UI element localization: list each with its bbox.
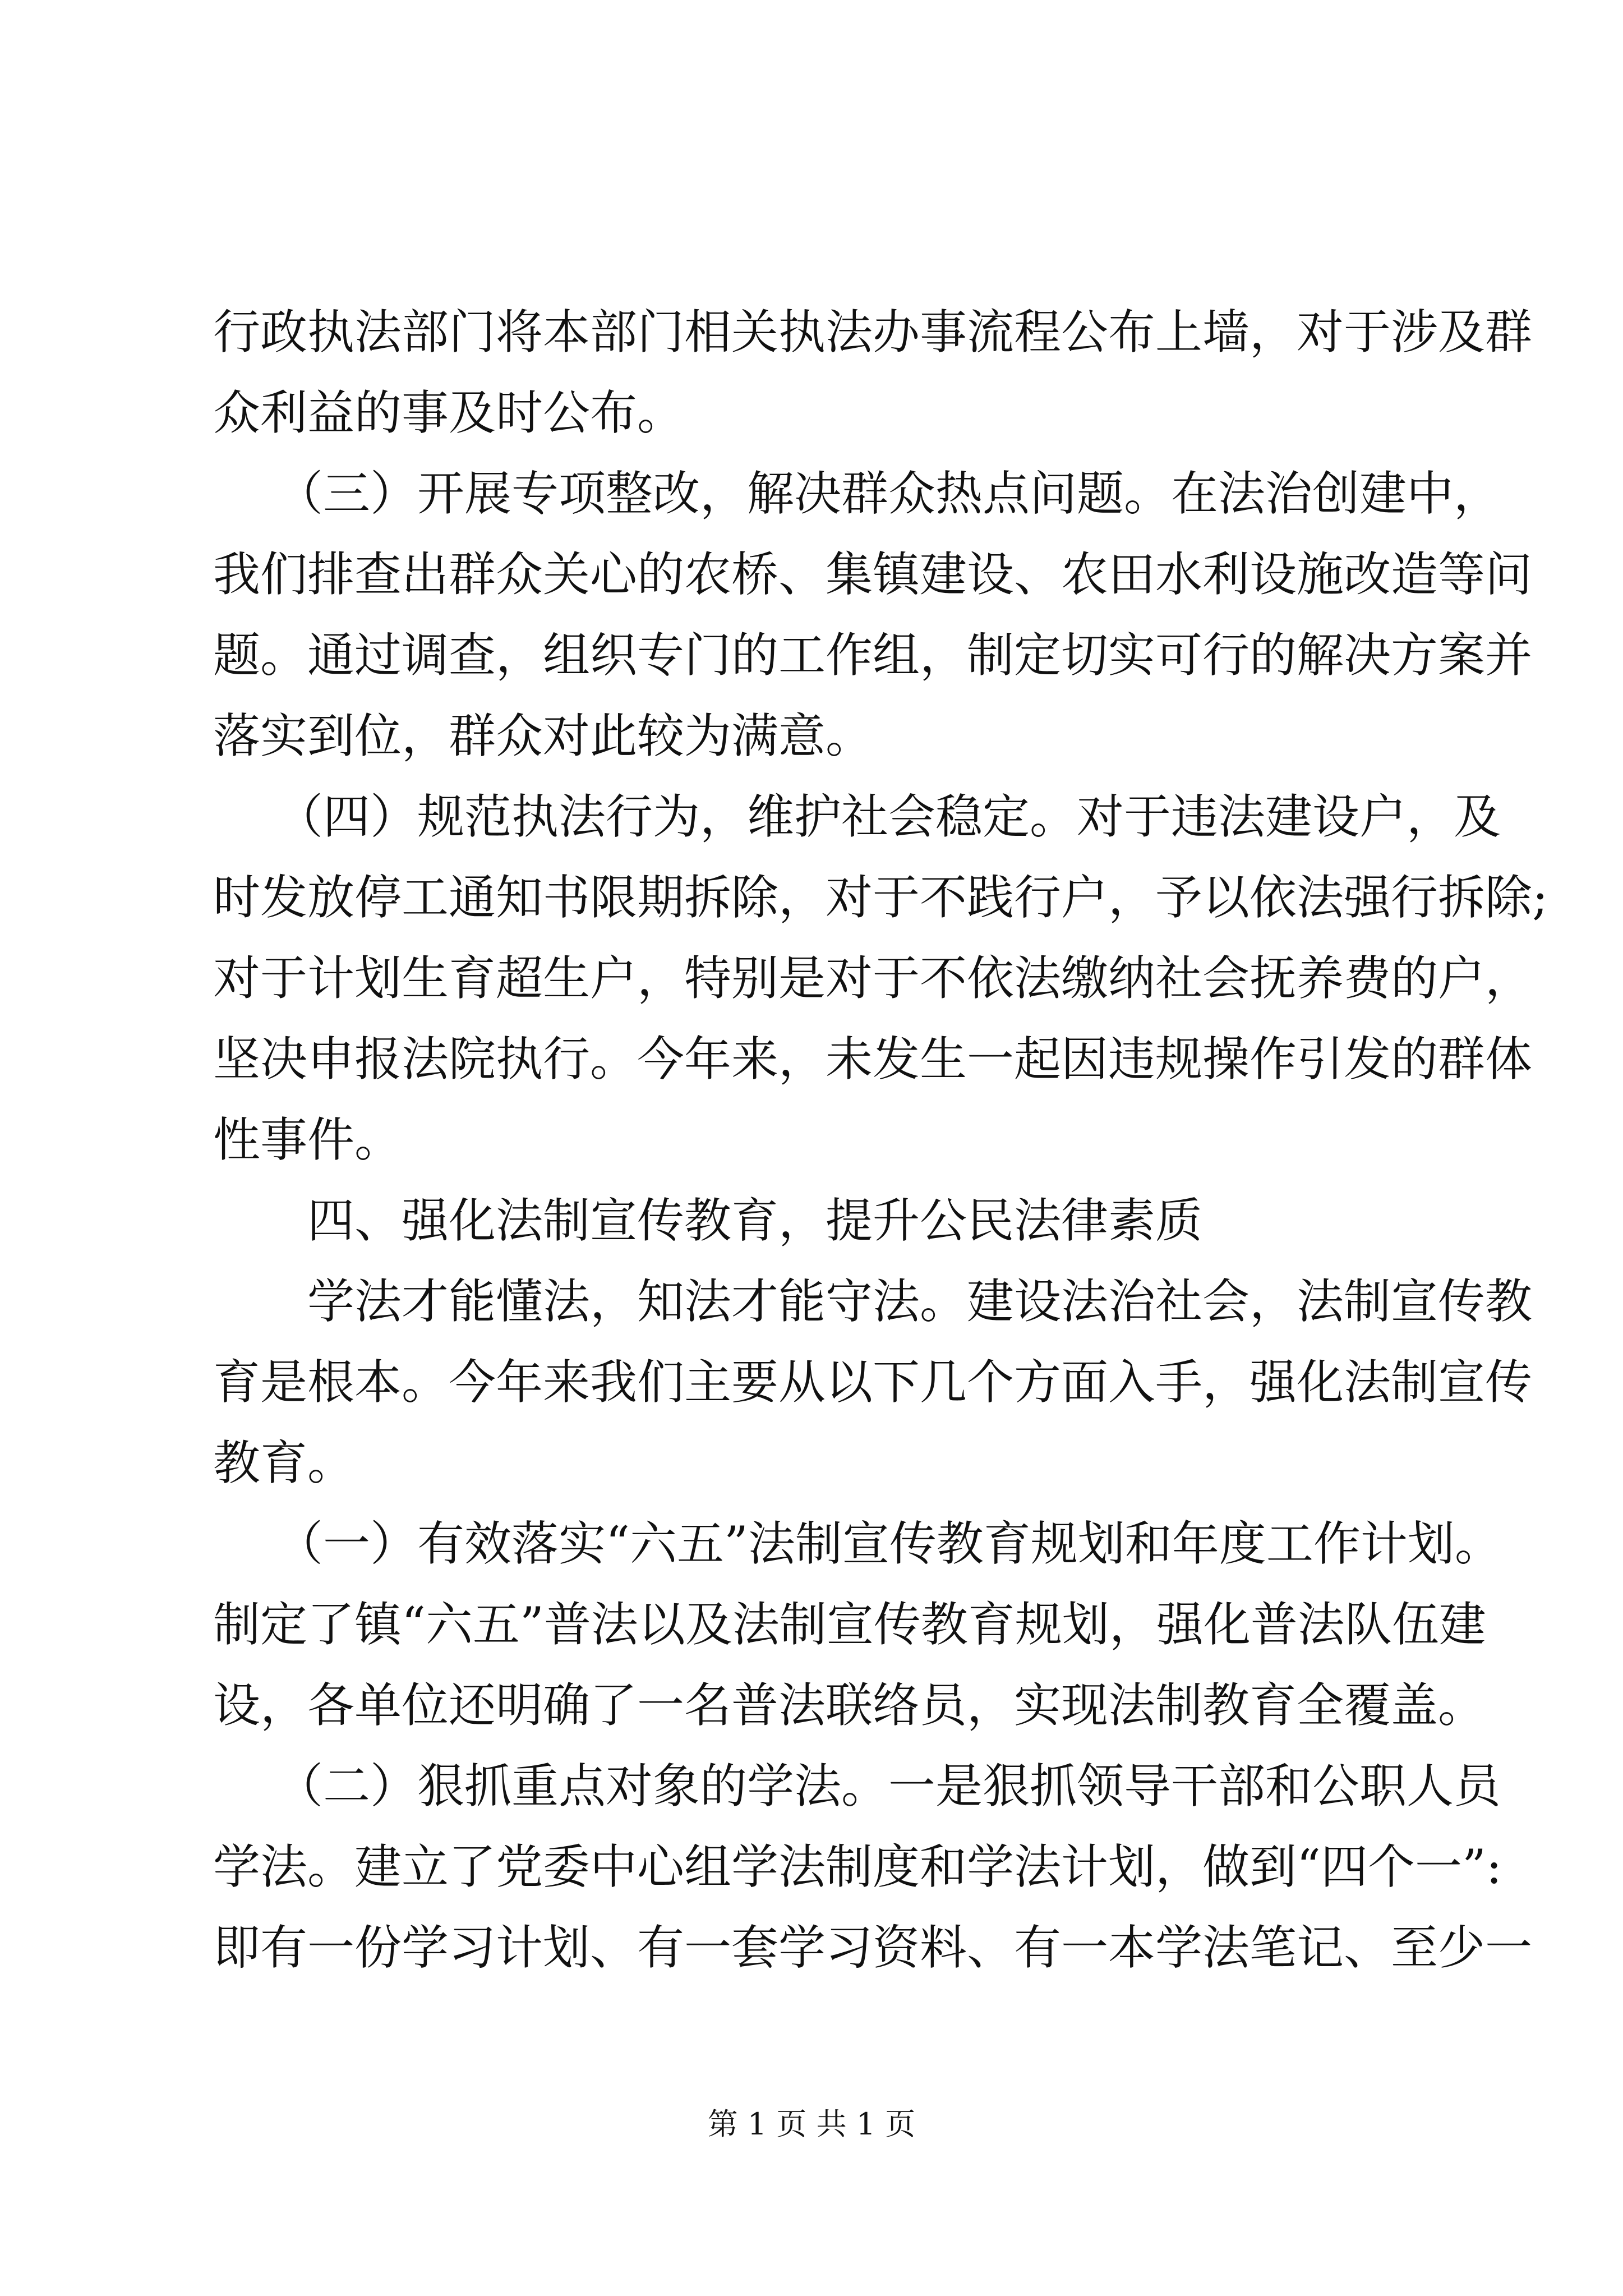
- page-footer: [0, 2105, 1623, 2144]
- text-line: 设，各单位还明确了一名普法联络员，实现法制教育全覆盖。: [213, 1678, 1486, 1733]
- text-line: 学法。建立了党委中心组学法制度和学法计划，做到“四个一”:: [213, 1839, 1502, 1894]
- document-body: [213, 292, 1548, 1988]
- text-line: 性事件。: [213, 1112, 402, 1167]
- text-line: （一）有效落实“六五”法制宣传教育规划和年度工作计划。: [276, 1516, 1502, 1571]
- text-line: 行政执法部门将本部门相关执法办事流程公布上墙，对于涉及群: [213, 305, 1533, 360]
- section-heading: 四、强化法制宣传教育，提升公民法律素质: [307, 1193, 1203, 1248]
- text-line: 育是根本。今年来我们主要从以下几个方面入手，强化法制宣传: [213, 1355, 1533, 1410]
- text-line: （四）规范执法行为，维护社会稳定。对于违法建设户，及: [276, 789, 1501, 844]
- text-line: （二）狠抓重点对象的学法。一是狠抓领导干部和公职人员: [276, 1759, 1501, 1814]
- page-number: 第 1 页 共 1 页: [707, 2106, 916, 2142]
- text-line: 众利益的事及时公布。: [213, 385, 685, 440]
- text-line: 落实到位，群众对此较为满意。: [213, 708, 873, 763]
- text-line: 时发放停工通知书限期拆除，对于不践行户，予以依法强行拆除;: [213, 870, 1548, 925]
- text-line: （三）开展专项整改，解决群众热点问题。在法治创建中，: [276, 466, 1501, 521]
- text-line: 制定了镇“六五”普法以及法制宣传教育规划，强化普法队伍建: [213, 1597, 1486, 1652]
- text-line: 即有一份学习计划、有一套学习资料、有一本学法笔记、至少一: [213, 1920, 1533, 1975]
- text-line: 坚决申报法院执行。今年来，未发生一起因违规操作引发的群体: [213, 1032, 1533, 1087]
- text-line: 我们排查出群众关心的农桥、集镇建设、农田水利设施改造等问: [213, 547, 1533, 602]
- text-line: 对于计划生育超生户，特别是对于不依法缴纳社会抚养费的户，: [213, 951, 1533, 1006]
- text-line: 题。通过调查，组织专门的工作组，制定切实可行的解决方案并: [213, 628, 1533, 683]
- text-line: 教育。: [213, 1435, 355, 1490]
- text-line: 学法才能懂法，知法才能守法。建设法治社会，法制宣传教: [307, 1274, 1533, 1329]
